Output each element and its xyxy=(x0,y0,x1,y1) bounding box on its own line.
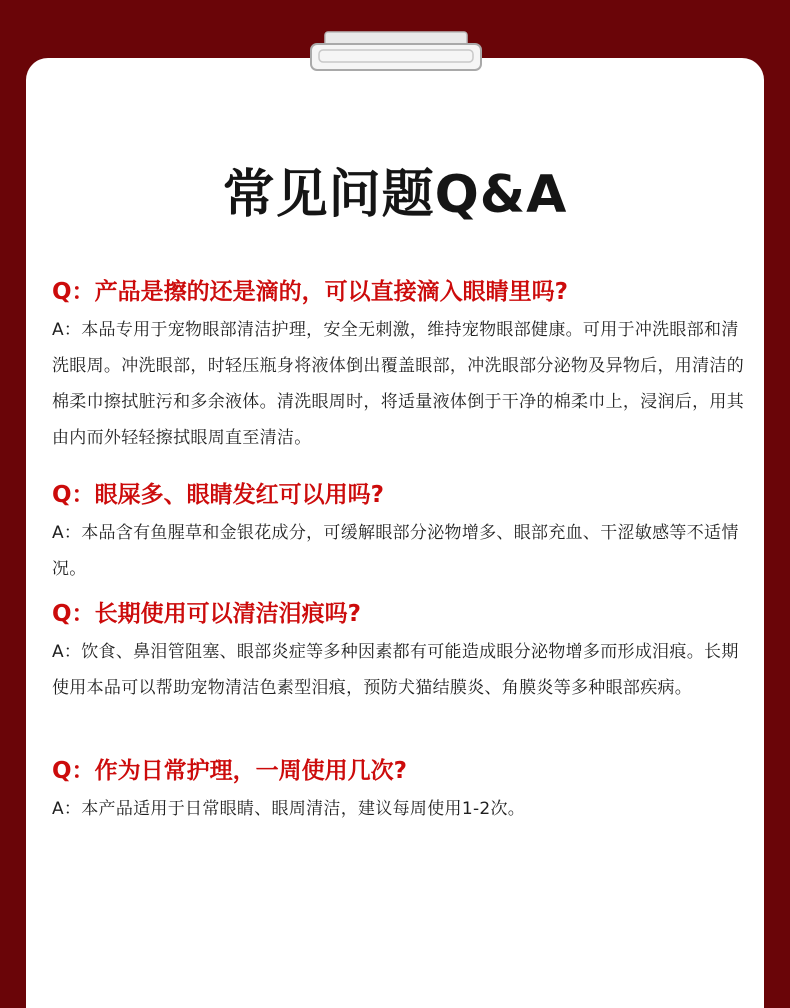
q-prefix: Q： xyxy=(52,482,95,508)
question-text: 眼屎多、眼睛发红可以用吗? xyxy=(94,482,384,508)
qa-item-4 xyxy=(52,755,752,827)
qa-item-2 xyxy=(52,479,752,587)
answer-3: A：饮食、鼻泪管阻塞、眼部炎症等多种因素都有可能造成眼分泌物增多而形成泪痕。长期使用本品可以帮助宠物清洁色素型泪痕，预防犬猫结膜炎、角膜炎等多种眼部疾病。 xyxy=(52,642,739,698)
question-1 xyxy=(52,276,752,308)
q-prefix: Q： xyxy=(52,601,95,627)
q-prefix: Q： xyxy=(52,758,95,784)
question-4 xyxy=(52,755,752,787)
answer-2: A：本品含有鱼腥草和金银花成分，可缓解眼部分泌物增多、眼部充血、干涩敏感等不适情况。 xyxy=(52,523,739,579)
answer-4: A：本产品适用于日常眼睛、眼周清洁，建议每周使用1-2次。 xyxy=(52,799,526,819)
qa-item-1 xyxy=(52,276,752,456)
question-2 xyxy=(52,479,752,511)
question-text: 产品是擦的还是滴的，可以直接滴入眼睛里吗? xyxy=(94,279,568,305)
question-text: 作为日常护理，一周使用几次? xyxy=(94,758,407,784)
answer-1: A：本品专用于宠物眼部清洁护理，安全无刺激，维持宠物眼部健康。可用于冲洗眼部和清洗眼周。冲洗眼部，时轻压瓶身将液体倒出覆盖眼部，冲洗眼部分泌物及异物后，用清洁的棉柔巾擦拭脏污和多余液体。清洗眼周时，将适量液体倒于干净的棉柔巾上，浸润后，用其由内而外轻轻擦拭眼周直至清洁。 xyxy=(52,320,744,448)
question-3 xyxy=(52,598,752,630)
qa-item-3 xyxy=(52,598,752,706)
q-prefix: Q： xyxy=(52,279,95,305)
page-title: 常见问题Q&A xyxy=(222,165,568,225)
question-text: 长期使用可以清洁泪痕吗? xyxy=(94,601,361,627)
clipboard-clip-icon xyxy=(305,30,487,76)
